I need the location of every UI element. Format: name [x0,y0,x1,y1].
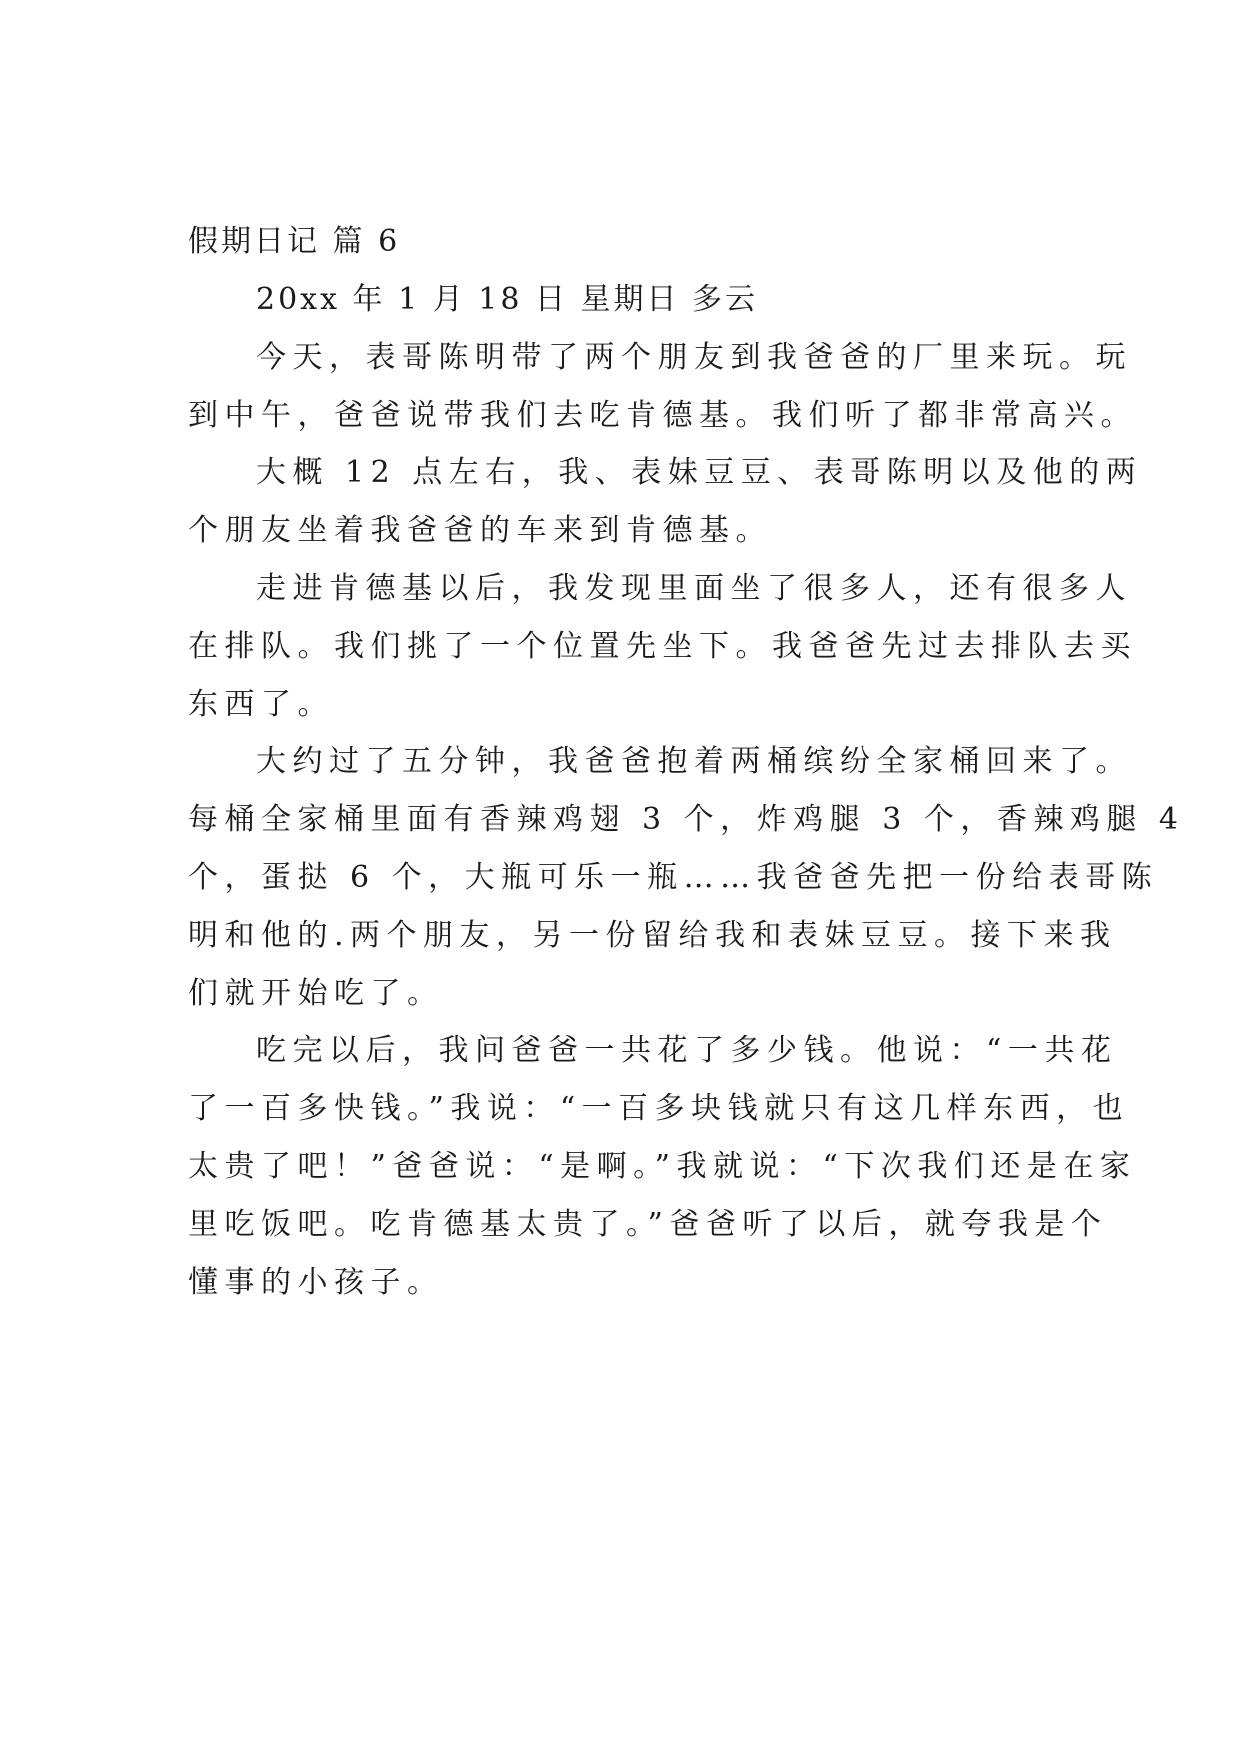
paragraph-4-line-3: 个，蛋挞 6 个，大瓶可乐一瓶……我爸爸先把一份给表哥陈 [188,859,1159,895]
document-title: 假期日记 篇 6 [188,224,401,259]
paragraph-2-line-2: 个朋友坐着我爸爸的车来到肯德基。 [188,513,772,549]
paragraph-1-line-1: 今天，表哥陈明带了两个朋友到我爸爸的厂里来玩。玩 [256,339,1132,375]
paragraph-5-line-1: 吃完以后，我问爸爸一共花了多少钱。他说：“一共花 [256,1033,1118,1069]
paragraph-3-line-3: 东西了。 [188,686,334,722]
date-line: 20xx 年 1 月 18 日 星期日 多云 [256,282,759,317]
paragraph-1-line-2: 到中午，爸爸说带我们去吃肯德基。我们听了都非常高兴。 [188,397,1137,433]
paragraph-4-line-4: 明和他的.两个朋友，另一份留给我和表妹豆豆。接下来我 [188,917,1117,953]
paragraph-5-line-5: 懂事的小孩子。 [188,1264,444,1300]
paragraph-4-line-2: 每桶全家桶里面有香辣鸡翅 3 个，炸鸡腿 3 个，香辣鸡腿 4 [188,802,1185,838]
paragraph-5-line-4: 里吃饭吧。吃肯德基太贵了。”爸爸听了以后，就夸我是个 [188,1206,1108,1242]
paragraph-2-line-1: 大概 12 点左右，我、表妹豆豆、表哥陈明以及他的两 [256,455,1143,491]
paragraph-4-line-5: 们就开始吃了。 [188,975,444,1011]
paragraph-3-line-2: 在排队。我们挑了一个位置先坐下。我爸爸先过去排队去买 [188,628,1137,664]
paragraph-5-line-2: 了一百多快钱。”我说：“一百多块钱就只有这几样东西，也 [188,1091,1130,1127]
paragraph-4-line-1: 大约过了五分钟，我爸爸抱着两桶缤纷全家桶回来了。 [256,744,1132,780]
paragraph-5-line-3: 太贵了吧！”爸爸说：“是啊。”我就说：“下次我们还是在家 [188,1148,1137,1184]
document-body [188,222,1185,1320]
paragraph-3-line-1: 走进肯德基以后，我发现里面坐了很多人，还有很多人 [256,570,1132,606]
